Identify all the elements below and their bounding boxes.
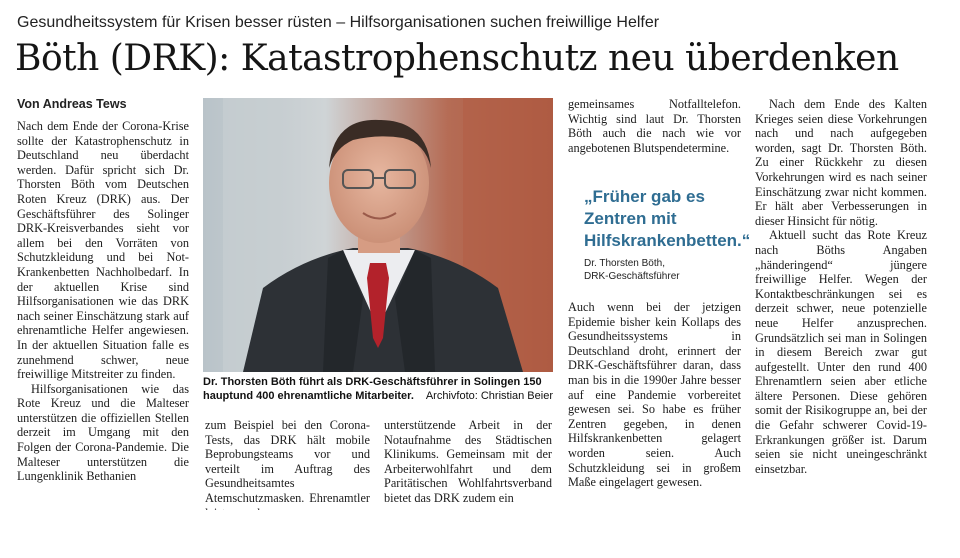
column-5 (755, 97, 927, 507)
portrait-image (203, 98, 553, 372)
column-1 (17, 119, 189, 507)
paragraph: Hilfsorganisationen wie das Rote Kreuz und die Malteser unterstützen die offiziellen Stellen derzeit im Umgang mit den Folgen der Corona-Pandemie. Die Malteser unterstützen die Lungenklinik Bethanien (17, 381, 189, 484)
column-4-top (568, 97, 741, 169)
article-author: Von Andreas Tews (17, 97, 127, 111)
article-kicker: Gesundheitssystem für Krisen besser rüsten – Hilfsorganisationen suchen freiwillige Helfer (17, 14, 660, 31)
quote-author: Dr. Thorsten Böth, (584, 258, 665, 269)
column-3 (384, 418, 552, 508)
paragraph: gemeinsames Notfalltelefon. Wichtig sind laut Dr. Thorsten Böth auch die nach wie vor angebotenen Blutspendetermine. (568, 97, 741, 155)
portrait-photo (203, 98, 553, 372)
paragraph: Auch wenn bei der jetzigen Epidemie bisher kein Kollaps des Gesundheitssystems in Deutschland droht, erinnert der DRK-Geschäftsführer daran, dass man bis in die 1990er Jahre besser auf eine Pandemie vorbereitet gewesen sei. So habe es früher Zentren gegeben, in denen Hilfskrankenbetten gelagert worden seien. Auch Schutzkleidung sei in großem Maße eingelagert gewesen. (568, 300, 741, 490)
photo-caption (203, 376, 553, 403)
caption-text: Dr. Thorsten Böth führt als DRK-Geschäftsführer in Solingen 150 hauptund 400 ehrenamtliche Mitarbeiter. (203, 376, 542, 402)
paragraph: unterstützende Arbeit in der Notaufnahme des Städtischen Klinikums. Gemeinsam mit der Arbeiterwohlfahrt und dem Paritätischen Wohlfahrtsverband bietet das DRK zudem ein (384, 418, 552, 505)
article-headline: Böth (DRK): Katastrophenschutz neu überdenken (15, 38, 899, 79)
paragraph: Nach dem Ende des Kalten Krieges seien diese Vorkehrungen nach und nach aufgegeben worden, sagt Dr. Thorsten Böth. Zu einer Rückkehr zu diesen Vorkehrungen wird es nach seiner Einschätzung zwar nicht kommen. Er hält aber Verbesserungen in dieser Hinsicht für nötig. (755, 97, 927, 228)
page-bottom-margin (0, 510, 960, 558)
column-2 (205, 418, 370, 508)
pull-quote-attribution (584, 257, 680, 283)
paragraph: Nach dem Ende der Corona-Krise sollte der Katastrophenschutz in Deutschland neu überdacht werden. Dafür spricht sich Dr. Thorsten Böth vom Deutschen Roten Kreuz (DRK) aus. Der Geschäftsführer des Solinger DRK-Kreisverbandes sieht vor allem bei den Vorräten von Schutzkleidung und bei Not-Krankenbetten Nachholbedarf. In der aktuellen Krise sind Hilfsorganisationen wie das DRK nach seiner Einschätzung stark auf ehrenamtliche Helfer angewiesen. In der aktuellen Situation falle es zunehmend schwer, neue freiwillige Mitstreiter zu finden. (17, 119, 189, 382)
photo-credit: Archivfoto: Christian Beier (425, 389, 553, 402)
paragraph: Aktuell sucht das Rote Kreuz nach Böths Angaben „händeringend“ jüngere freiwillige Helfer. Wegen der Kontaktbeschränkungen sei es derzeit schwer, neue potenzielle neue Helfer anzusprechen. Grundsätzlich sei man in Solingen in diesem Bereich zwar gut aufgestellt. Unter den rund 400 Ehrenamtlern seien aber etliche ältere Personen. Diese gehören somit der Risikogruppe an, bei der die Gefahr schwerer Covid-19-Erkrankungen größer ist. Darum seien sie nicht uneingeschränkt einsetzbar. (755, 228, 927, 476)
paragraph: zum Beispiel bei den Corona-Tests, das DRK hält mobile Beprobungsteams vor und verteilt im Auftrag des Gesundheitsamtes Atemschutzmasken. Ehrenamtler (205, 418, 370, 505)
column-4-bottom (568, 300, 741, 507)
quote-role: DRK-Geschäftsführer (584, 271, 680, 282)
pull-quote: „Früher gab es Zentren mit Hilfskrankenbetten.“ (584, 187, 751, 250)
